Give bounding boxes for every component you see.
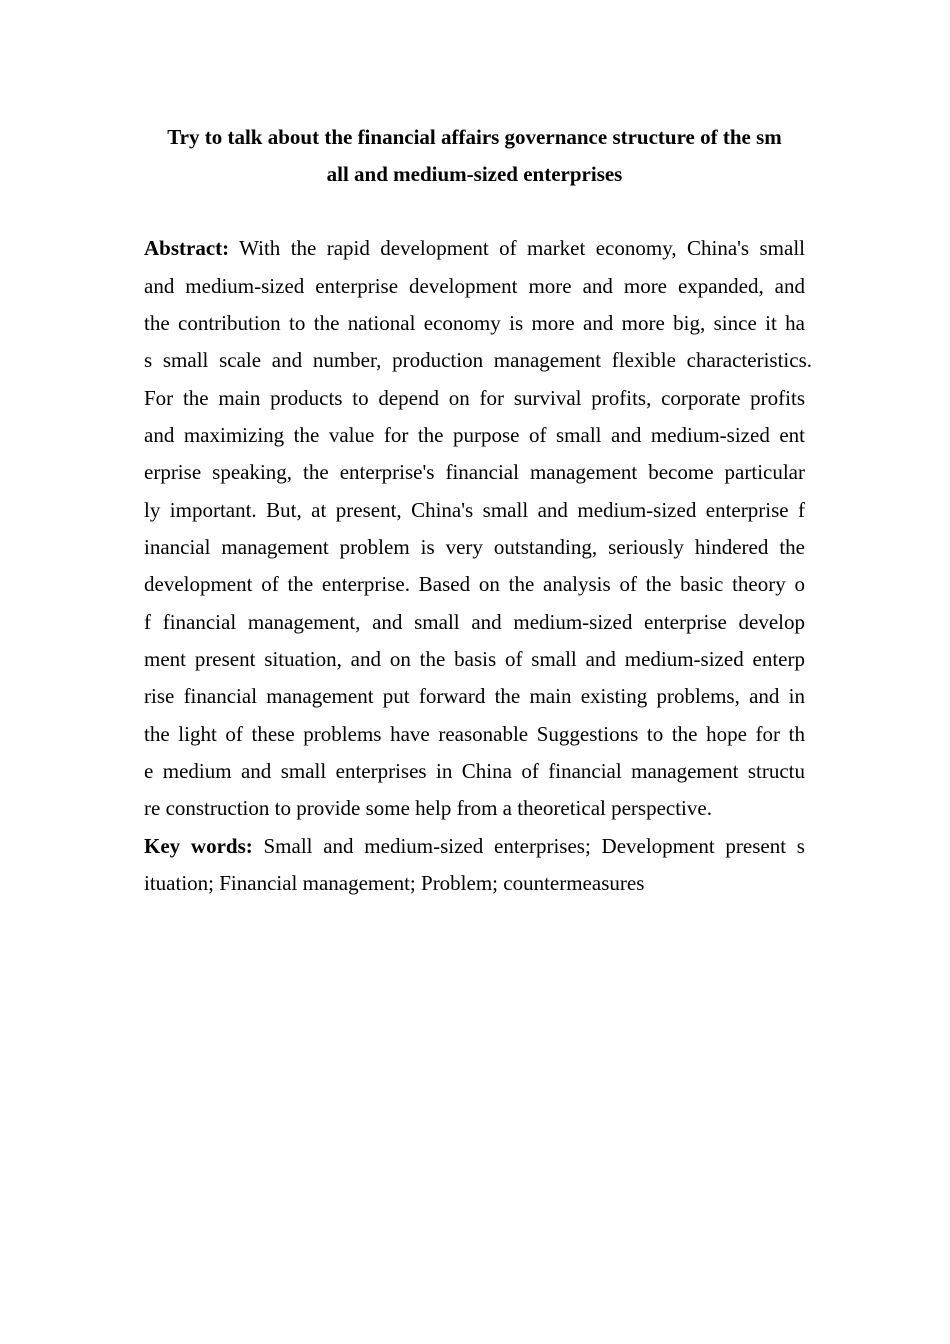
keywords-label: Key words: bbox=[144, 834, 253, 858]
abstract-line: development of the enterprise. Based on the analysis of the basic theory o bbox=[144, 572, 805, 596]
title-line-2: all and medium-sized enterprises bbox=[326, 162, 623, 186]
abstract-line: the contribution to the national economy is more and more big, since it ha bbox=[144, 311, 805, 335]
abstract-line: inancial management problem is very outstanding, seriously hindered the bbox=[144, 535, 805, 559]
abstract-line bbox=[144, 236, 805, 260]
abstract-line: re construction to provide some help from a theoretical perspective. bbox=[144, 796, 712, 820]
abstract-line: e medium and small enterprises in China of financial management structu bbox=[144, 759, 805, 783]
abstract-line: ment present situation, and on the basis of small and medium-sized enterp bbox=[144, 647, 805, 671]
title-line-1: Try to talk about the financial affairs governance structure of the sm bbox=[167, 125, 782, 149]
keywords-line bbox=[144, 834, 805, 858]
abstract-text: With the rapid development of market economy, China's small bbox=[229, 236, 805, 260]
abstract-line: s small scale and number, production management flexible characteristics. bbox=[144, 348, 812, 372]
abstract-line: the light of these problems have reasonable Suggestions to the hope for th bbox=[144, 722, 805, 746]
keywords-line: ituation; Financial management; Problem; countermeasures bbox=[144, 871, 645, 895]
abstract-line: erprise speaking, the enterprise's financial management become particular bbox=[144, 460, 805, 484]
abstract-label: Abstract: bbox=[144, 236, 230, 260]
abstract-line: For the main products to depend on for survival profits, corporate profits bbox=[144, 386, 805, 410]
abstract-line: ly important. But, at present, China's small and medium-sized enterprise f bbox=[144, 498, 805, 522]
abstract-line: and maximizing the value for the purpose of small and medium-sized ent bbox=[144, 423, 805, 447]
abstract-line: and medium-sized enterprise development more and more expanded, and bbox=[144, 274, 805, 298]
keywords-text: Small and medium-sized enterprises; Development present s bbox=[252, 834, 805, 858]
abstract-line: f financial management, and small and medium-sized enterprise develop bbox=[144, 610, 805, 634]
abstract-line: rise financial management put forward the main existing problems, and in bbox=[144, 684, 805, 708]
